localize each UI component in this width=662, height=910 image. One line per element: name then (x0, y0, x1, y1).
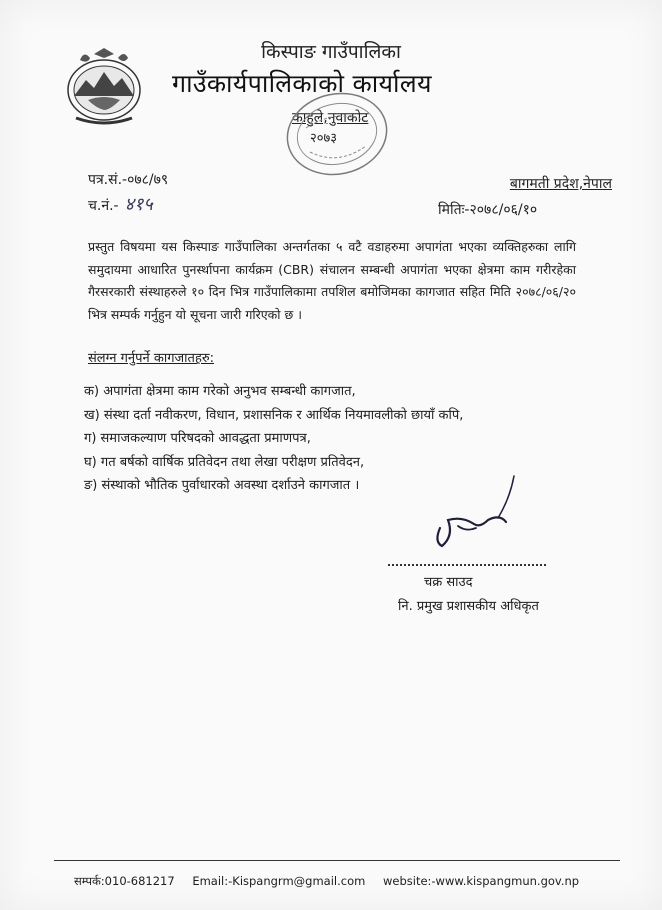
dispatch-number (88, 192, 153, 216)
attachment-item: ङ) संस्थाको भौतिक पुर्वाधारको अवस्था दर्शाउने कागजात । (84, 478, 360, 493)
footer-website: website:-www.kispangmun.gov.np (382, 874, 580, 888)
footer-contact (74, 874, 593, 889)
dispatch-label: च.नं.- (88, 198, 119, 214)
footer-divider (54, 860, 620, 861)
office-title: गाउँकार्यपालिकाको कार्यालय (172, 69, 432, 98)
office-address: काहुले,नुवाकोट (292, 110, 369, 126)
signatory-designation: नि. प्रमुख प्रशासकीय अधिकृत (398, 599, 539, 614)
dispatch-number-handwritten: ४१५ (124, 194, 153, 215)
letter-number: पत्र.सं.-०७८/७९ (88, 172, 169, 188)
signature (418, 470, 528, 560)
attachments-heading: संलग्न गर्नुपर्ने कागजातहरु: (88, 351, 215, 366)
signature-line (388, 564, 546, 566)
notice-body: प्रस्तुत विषयमा यस किस्पाङ गाउँपालिका अन्तर्गतका ५ वटै वडाहरुमा अपागंता भएका व्यक्तिहरुका लागि समुदायमा आधारित पुनर्स्थापना कार्यक्रम (CBR) संचालन सम्बन्धी अपागंता भएका क्षेत्रमा काम गरीरहेका गैरसरकारी संस्थाहरुले १० दिन भित्र गाउँपालिकामा तपशिल बमोजिमका कागजात सहित मिति २०७८/०६/२० भित्र सम्पर्क गर्नुहुन यो सूचना जारी गरिएको छ । (88, 239, 576, 322)
office-stamp (282, 88, 392, 180)
office-name: किस्पाङ गाउँपालिका (261, 41, 401, 63)
attachment-item: ग) समाजकल्याण परिषदको आवद्धता प्रमाणपत्र, (84, 431, 311, 446)
attachment-item: क) अपागंता क्षेत्रमा काम गरेको अनुभव सम्बन्धी कागजात, (84, 384, 356, 399)
province-address: बागमती प्रदेश,नेपाल (509, 176, 612, 192)
footer-email: Email:-Kispangrm@gmail.com (192, 874, 366, 888)
footer-phone: सम्पर्क:010-681217 (74, 874, 175, 888)
attachment-item: ख) संस्था दर्ता नवीकरण, विधान, प्रशासनिक र आर्थिक नियमावलीको छायाँ कपि, (84, 407, 464, 423)
signatory-name: चक्र साउद (424, 575, 473, 590)
letter-date: मितिः-२०७८/०६/१० (438, 202, 538, 218)
office-year: २०७३ (310, 131, 338, 146)
attachment-item: घ) गत बर्षको वार्षिक प्रतिवेदन तथा लेखा परीक्षण प्रतिवेदन, (84, 454, 365, 470)
attachments-list (84, 380, 463, 498)
